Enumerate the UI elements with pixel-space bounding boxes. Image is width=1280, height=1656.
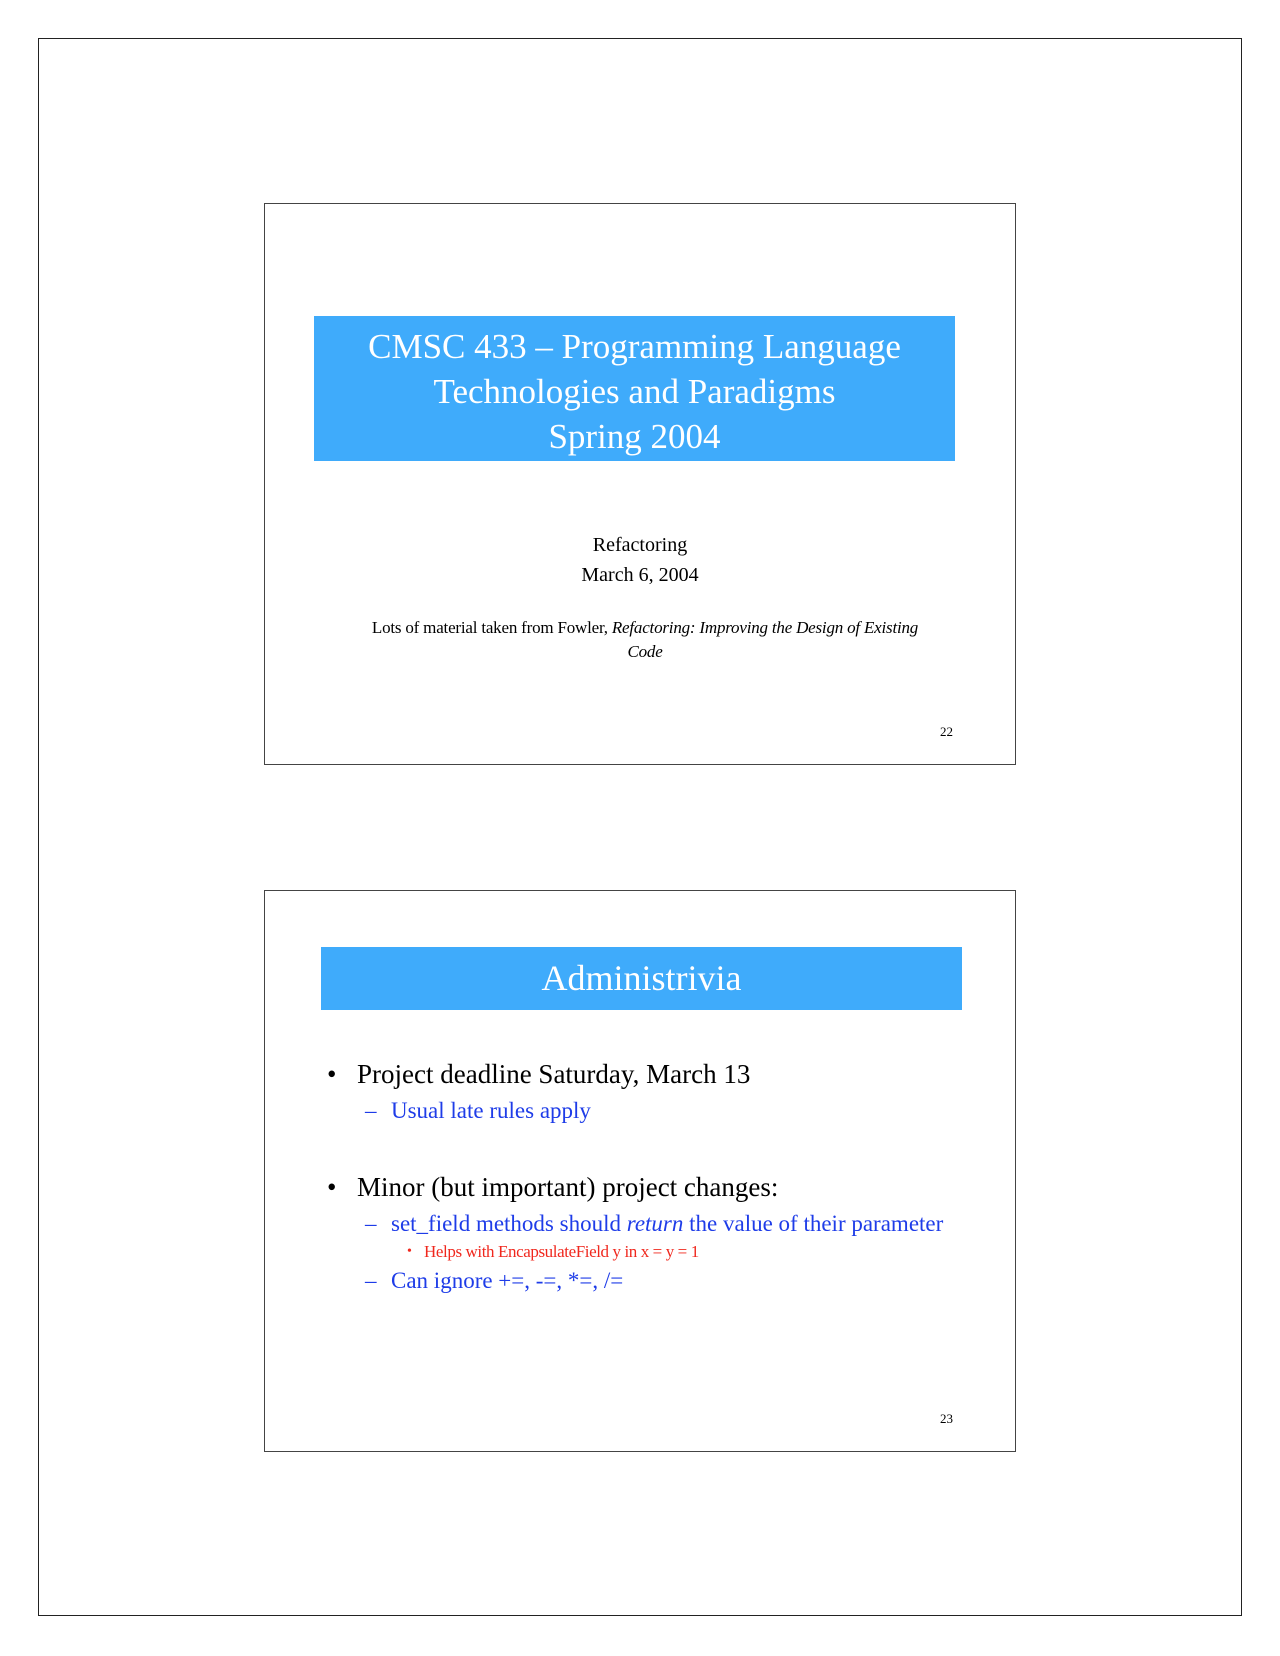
lecture-date: March 6, 2004 <box>581 564 699 586</box>
slide-23 <box>264 890 1016 1452</box>
sub-bullet-post: the value of their parameter <box>683 1211 944 1236</box>
credit-prefix: Lots of material taken from Fowler, <box>371 618 612 637</box>
slide-title-box <box>314 316 955 461</box>
dash-icon: – <box>365 1211 377 1236</box>
slide-title-box: Administrivia <box>321 947 962 1010</box>
bullet-list <box>327 1057 967 1296</box>
dash-icon: – <box>365 1098 377 1123</box>
bullet-text: Project deadline Saturday, March 13 <box>357 1059 751 1089</box>
slide-number: 23 <box>940 1411 953 1426</box>
sub-bullet-text: Usual late rules apply <box>391 1098 591 1123</box>
sub-bullet-pre: set_field methods should <box>391 1211 627 1236</box>
sub-bullet-item <box>327 1095 967 1126</box>
sub-bullet-text: Can ignore +=, -=, *=, /= <box>391 1268 624 1293</box>
bullet-dot-icon: • <box>327 1172 337 1202</box>
bullet-dot-icon: • <box>407 1244 412 1259</box>
sub-sub-bullet-text: Helps with EncapsulateField y in x = y = 1 <box>424 1242 699 1261</box>
title-line-3: Spring 2004 <box>548 417 721 456</box>
bullet-dot-icon: • <box>327 1059 337 1089</box>
sub-bullet-emphasis: return <box>626 1211 684 1236</box>
slide-number: 22 <box>940 724 953 739</box>
title-line-1: CMSC 433 – Programming Language <box>368 327 901 366</box>
dash-icon: – <box>365 1268 377 1293</box>
sub-sub-bullet-item <box>327 1239 967 1265</box>
title-line-2: Technologies and Paradigms <box>433 372 836 411</box>
credit-note <box>365 616 925 664</box>
bullet-item <box>327 1170 967 1204</box>
book-title: Refactoring: Improving the Design of Existing Code <box>611 618 919 661</box>
sub-bullet-item <box>327 1208 967 1239</box>
lecture-topic: Refactoring <box>592 534 688 556</box>
slide-22 <box>264 203 1016 765</box>
sub-bullet-item <box>327 1265 967 1296</box>
bullet-item <box>327 1057 967 1091</box>
bullet-text: Minor (but important) project changes: <box>357 1172 779 1202</box>
